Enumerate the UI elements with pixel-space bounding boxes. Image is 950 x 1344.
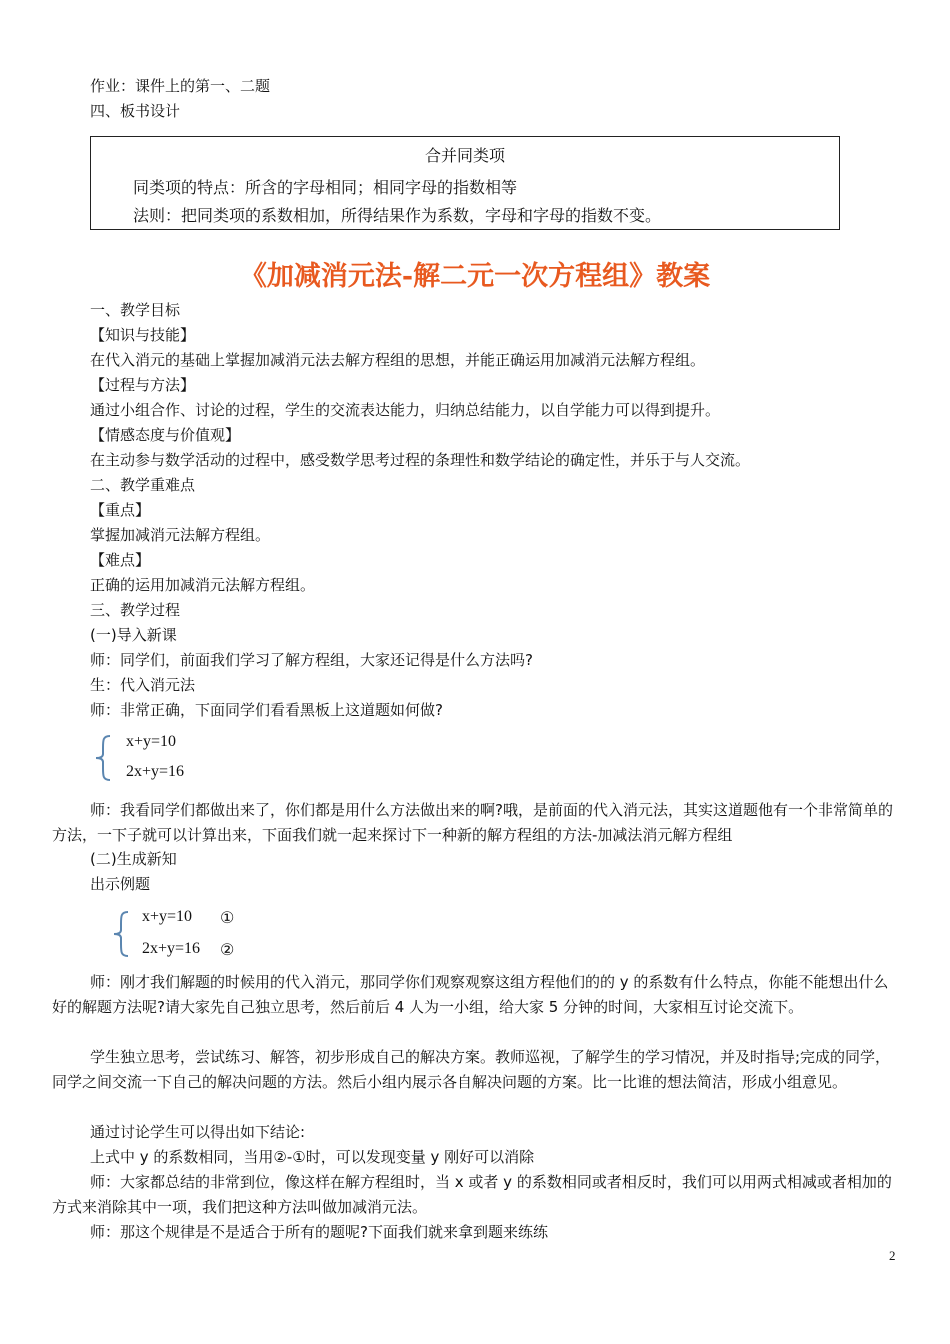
homework-line: 作业：课件上的第一、二题 — [90, 77, 271, 95]
key-points-heading: 二、教学重难点 — [90, 476, 196, 494]
board-design-heading: 四、板书设计 — [90, 102, 181, 120]
board-design-box — [90, 136, 840, 230]
paragraph-7: 师：那这个规律是不是适合于所有的题呢?下面我们就来拿到题来练练 — [90, 1223, 548, 1241]
process-text: 通过小组合作、讨论的过程，学生的交流表达能力，归纳总结能力，以自学能力可以得到提升。 — [90, 401, 721, 419]
left-brace-icon — [92, 734, 116, 782]
system2-marker-1: ① — [220, 910, 235, 927]
page-number: 2 — [889, 1248, 896, 1263]
left-brace-icon — [110, 910, 134, 958]
teaching-process-heading: 三、教学过程 — [90, 601, 181, 619]
board-box-title: 合并同类项 — [424, 146, 505, 165]
teacher-line-1: 师：同学们，前面我们学习了解方程组，大家还记得是什么方法吗? — [90, 651, 533, 669]
paragraph-2: 师：刚才我们解题的时候用的代入消元，那同学你们观察观察这组方程他们的的 y 的系数有什么特点，你能不能想出什么好的解题方法呢?请大家先自己独立思考，然后前后 4 人为一小组，给大家 5 分钟的时间，大家相互讨论交流下。 — [52, 973, 889, 1016]
paragraph-6: 师：大家都总结的非常到位，像这样在解方程组时，当 x 或者 y 的系数相同或者相反时，我们可以用两式相减或者相加的方式来消除其中一项，我们把这种方法叫做加减消元法。 — [52, 1173, 892, 1216]
new-knowledge-heading: (二)生成新知 — [90, 850, 177, 868]
board-box-line-1: 同类项的特点：所含的字母相同；相同字母的指数相等 — [133, 178, 518, 197]
difficulty-text: 正确的运用加减消元法解方程组。 — [90, 576, 316, 594]
attitude-text: 在主动参与数学活动的过程中，感受数学思考过程的条理性和数学结论的确定性，并乐于与人交流。 — [90, 451, 751, 469]
system1-equation-1: x+y=10 — [126, 733, 177, 750]
key-label: 【重点】 — [90, 501, 151, 519]
key-text: 掌握加减消元法解方程组。 — [90, 526, 271, 544]
paragraph-5: 上式中 y 的系数相同，当用②-①时，可以发现变量 y 刚好可以消除 — [90, 1148, 535, 1166]
board-box-line-2: 法则：把同类项的系数相加，所得结果作为系数，字母和字母的指数不变。 — [133, 206, 662, 225]
paragraph-3: 学生独立思考，尝试练习、解答，初步形成自己的解决方案。教师巡视，了解学生的学习情况，并及时指导;完成的同学，同学之间交流一下自己的解决问题的方法。然后小组内展示各自解决问题的方案。比一比谁的想法简洁，形成小组意见。 — [52, 1048, 891, 1091]
process-label: 【过程与方法】 — [90, 376, 196, 394]
document-title: 《加减消元法-解二元一次方程组》教案 — [239, 261, 711, 292]
intro-heading: (一)导入新课 — [90, 626, 177, 644]
example-label: 出示例题 — [90, 875, 151, 893]
goals-heading: 一、教学目标 — [90, 301, 181, 319]
attitude-label: 【情感态度与价值观】 — [90, 426, 241, 444]
system2-marker-2: ② — [220, 942, 235, 959]
paragraph-1: 师：我看同学们都做出来了，你们都是用什么方法做出来的啊?哦，是前面的代入消元法，其实这道题他有一个非常简单的方法，一下子就可以计算出来，下面我们就一起来探讨下一种新的解方程组的方法-加减法消元解方程组 — [52, 801, 893, 844]
teacher-line-2: 师：非常正确，下面同学们看看黑板上这道题如何做? — [90, 701, 443, 719]
system2-equation-1: x+y=10 — [142, 908, 193, 925]
knowledge-label: 【知识与技能】 — [90, 326, 196, 344]
difficulty-label: 【难点】 — [90, 551, 151, 569]
knowledge-text: 在代入消元的基础上掌握加减消元法去解方程组的思想，并能正确运用加减消元法解方程组。 — [90, 351, 706, 369]
paragraph-4: 通过讨论学生可以得出如下结论: — [90, 1123, 306, 1141]
student-line-1: 生：代入消元法 — [90, 676, 196, 694]
system1-equation-2: 2x+y=16 — [126, 763, 185, 780]
system2-equation-2: 2x+y=16 — [142, 940, 201, 957]
